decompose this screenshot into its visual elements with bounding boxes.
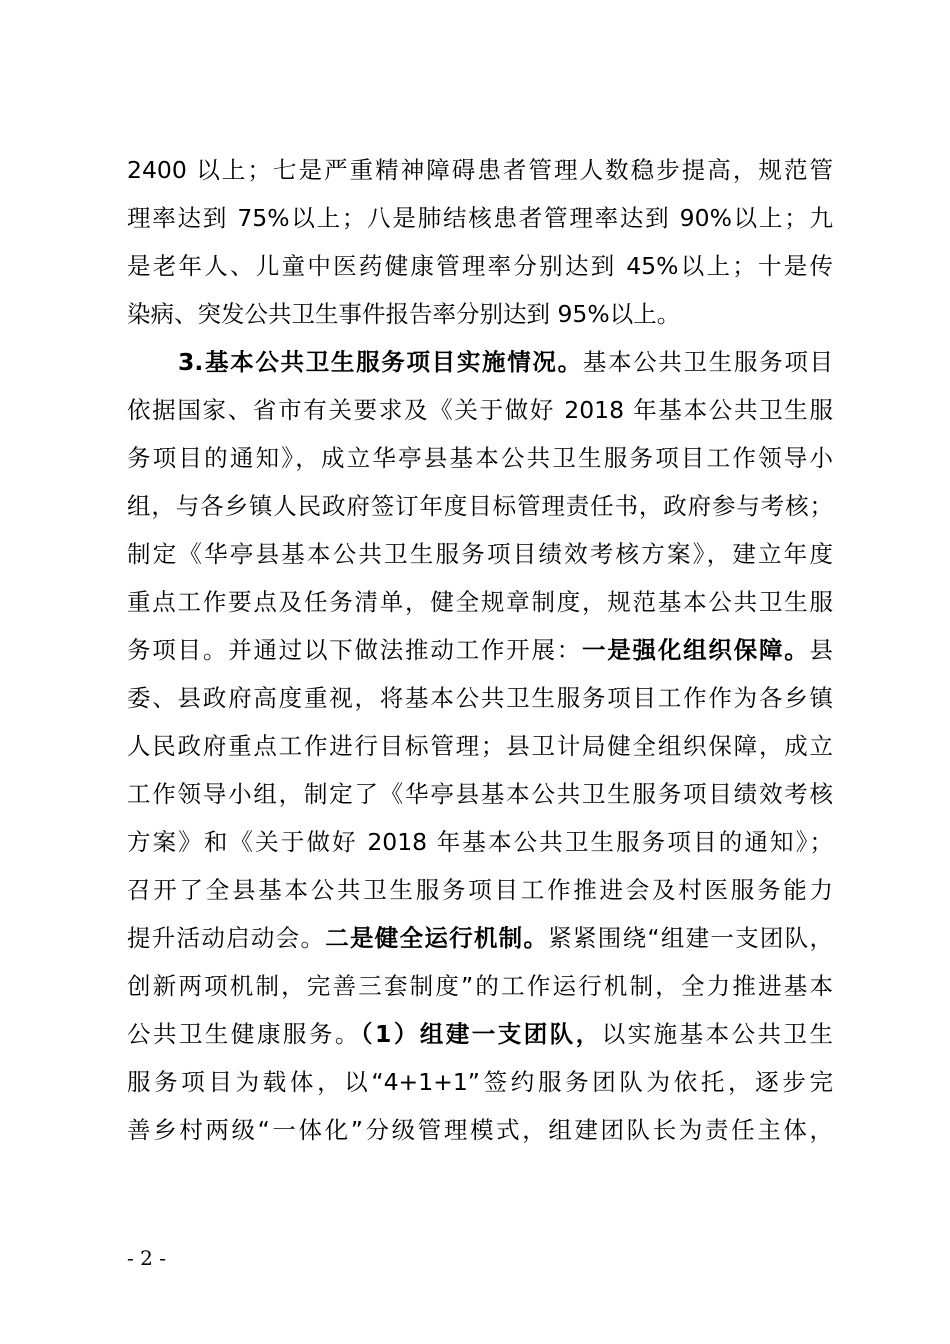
body-line-18: 创新两项机制，完善三套制度”的工作运行机制，全力推进基本 <box>127 972 833 1000</box>
body-line-21: 善乡村两级“一体化”分级管理模式，组建团队长为责任主体， <box>127 1116 833 1144</box>
body-line-20: 服务项目为载体，以“4+1+1”签约服务团队为依托，逐步完 <box>127 1068 833 1096</box>
body-line-10: 重点工作要点及任务清单，健全规章制度，规范基本公共卫生服 <box>127 588 833 616</box>
body-line-16: 召开了全县基本公共卫生服务项目工作推进会及村医服务能力 <box>127 876 833 904</box>
body-line-15: 方案》和《关于做好 2018 年基本公共卫生服务项目的通知》； <box>127 828 833 856</box>
body-line-1: 2400 以上；七是严重精神障碍患者管理人数稳步提高，规范管 <box>127 156 833 184</box>
body-line-9: 制定《华亭县基本公共卫生服务项目绩效考核方案》，建立年度 <box>127 540 833 568</box>
body-line-17: 提升活动启动会。二是健全运行机制。紧紧围绕“组建一支团队， <box>127 924 833 952</box>
bold-phrase: 二是健全运行机制。 <box>325 924 549 952</box>
body-line-2: 理率达到 75%以上；八是肺结核患者管理率达到 90%以上；九 <box>127 204 833 232</box>
body-line-4: 染病、突发公共卫生事件报告率分别达到 95%以上。 <box>127 300 681 328</box>
body-line-14: 工作领导小组，制定了《华亭县基本公共卫生服务项目绩效考核 <box>127 780 833 808</box>
body-line-13: 人民政府重点工作进行目标管理；县卫计局健全组织保障，成立 <box>127 732 833 760</box>
bold-phrase: （1）组建一支团队， <box>360 1020 602 1048</box>
body-line-12: 委、县政府高度重视，将基本公共卫生服务项目工作作为各乡镇 <box>127 684 833 712</box>
page-number: - 2 - <box>127 1246 166 1270</box>
body-line-8: 组，与各乡镇人民政府签订年度目标管理责任书，政府参与考核； <box>127 492 833 520</box>
body-line-7: 务项目的通知》，成立华亭县基本公共卫生服务项目工作领导小 <box>127 444 833 472</box>
body-line-19: 公共卫生健康服务。（1）组建一支团队，以实施基本公共卫生 <box>127 1020 834 1048</box>
body-line-11: 务项目。并通过以下做法推动工作开展：一是强化组织保障。县 <box>127 636 833 664</box>
body-line-3: 是老年人、儿童中医药健康管理率分别达到 45%以上；十是传 <box>127 252 833 280</box>
body-line-5: 3.基本公共卫生服务项目实施情况。基本公共卫生服务项目 <box>178 348 834 376</box>
body-line-6: 依据国家、省市有关要求及《关于做好 2018 年基本公共卫生服 <box>127 396 833 424</box>
bold-phrase: 一是强化组织保障。 <box>582 636 810 664</box>
section-heading: 3.基本公共卫生服务项目实施情况。 <box>178 348 583 376</box>
